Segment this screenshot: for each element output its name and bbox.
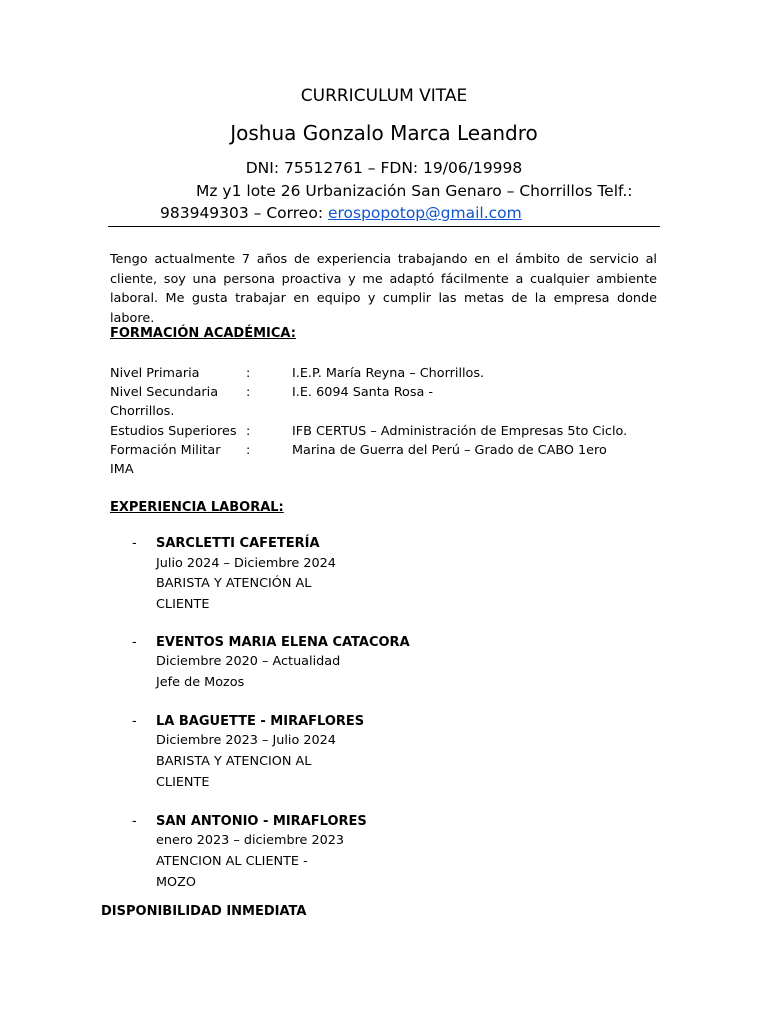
job-company: LA BAGUETTE - MIRAFLORES — [156, 714, 365, 729]
job-dates: enero 2023 – diciembre 2023 — [156, 833, 345, 848]
job-role-cont: CLIENTE — [156, 775, 210, 790]
profile-summary: Tengo actualmente 7 años de experiencia trabajando en el ámbito de servicio al cliente, soy una persona proactiva y me adaptó fácilmente a cualquier ambiente laboral. Me gusta trabajar en equipo y cumplir las metas de la empresa donde labore. — [110, 252, 657, 326]
edu-value-primary: I.E.P. María Reyna – Chorrillos. — [292, 366, 485, 381]
id-and-birthdate: DNI: 75512761 – FDN: 19/06/19998 — [245, 159, 523, 177]
bullet-dash: - — [132, 635, 137, 650]
candidate-name: Joshua Gonzalo Marca Leandro — [230, 121, 538, 145]
document-title: CURRICULUM VITAE — [300, 86, 468, 106]
experience-heading: EXPERIENCIA LABORAL: — [110, 500, 284, 515]
job-role: BARISTA Y ATENCIÓN AL — [156, 576, 312, 591]
job-dates: Julio 2024 – Diciembre 2024 — [156, 556, 336, 571]
bullet-dash: - — [132, 714, 137, 729]
edu-value-higher: IFB CERTUS – Administración de Empresas 5to Ciclo. — [292, 424, 628, 439]
email-link[interactable]: erospopotop@gmail.com — [327, 204, 522, 222]
edu-colon: : — [246, 366, 251, 381]
availability-note: DISPONIBILIDAD INMEDIATA — [101, 904, 307, 919]
phone-email-prefix: 983949303 – Correo: — [160, 204, 328, 222]
bullet-dash: - — [132, 536, 137, 551]
address-line: Mz y1 lote 26 Urbanización San Genaro – Chorrillos Telf.: — [196, 182, 633, 200]
edu-value-military: Marina de Guerra del Perú – Grado de CABO 1ero — [292, 443, 607, 458]
edu-label-military-wrap: IMA — [110, 462, 134, 477]
job-dates: Diciembre 2023 – Julio 2024 — [156, 733, 336, 748]
bullet-dash: - — [132, 814, 137, 829]
job-role: BARISTA Y ATENCION AL — [156, 754, 312, 769]
education-heading: FORMACIÓN ACADÉMICA: — [110, 326, 296, 341]
edu-value-secondary: I.E. 6094 Santa Rosa - — [292, 385, 434, 400]
job-company: SARCLETTI CAFETERÍA — [156, 536, 320, 551]
edu-colon: : — [246, 443, 251, 458]
job-dates: Diciembre 2020 – Actualidad — [156, 654, 341, 669]
job-role: Jefe de Mozos — [156, 675, 245, 690]
edu-colon: : — [246, 424, 251, 439]
edu-colon: : — [246, 385, 251, 400]
edu-label-higher: Estudios Superiores — [110, 424, 237, 439]
job-company: EVENTOS MARIA ELENA CATACORA — [156, 635, 410, 650]
job-role-cont: CLIENTE — [156, 597, 210, 612]
job-role-cont: MOZO — [156, 875, 196, 890]
contact-line — [160, 204, 522, 222]
edu-label-secondary: Nivel Secundaria — [110, 385, 219, 400]
job-company: SAN ANTONIO - MIRAFLORES — [156, 814, 367, 829]
header-divider — [108, 226, 660, 227]
edu-label-primary: Nivel Primaria — [110, 366, 200, 381]
edu-label-military: Formación Militar — [110, 443, 221, 458]
edu-value-secondary-wrap: Chorrillos. — [110, 404, 175, 419]
job-role: ATENCION AL CLIENTE - — [156, 854, 308, 869]
